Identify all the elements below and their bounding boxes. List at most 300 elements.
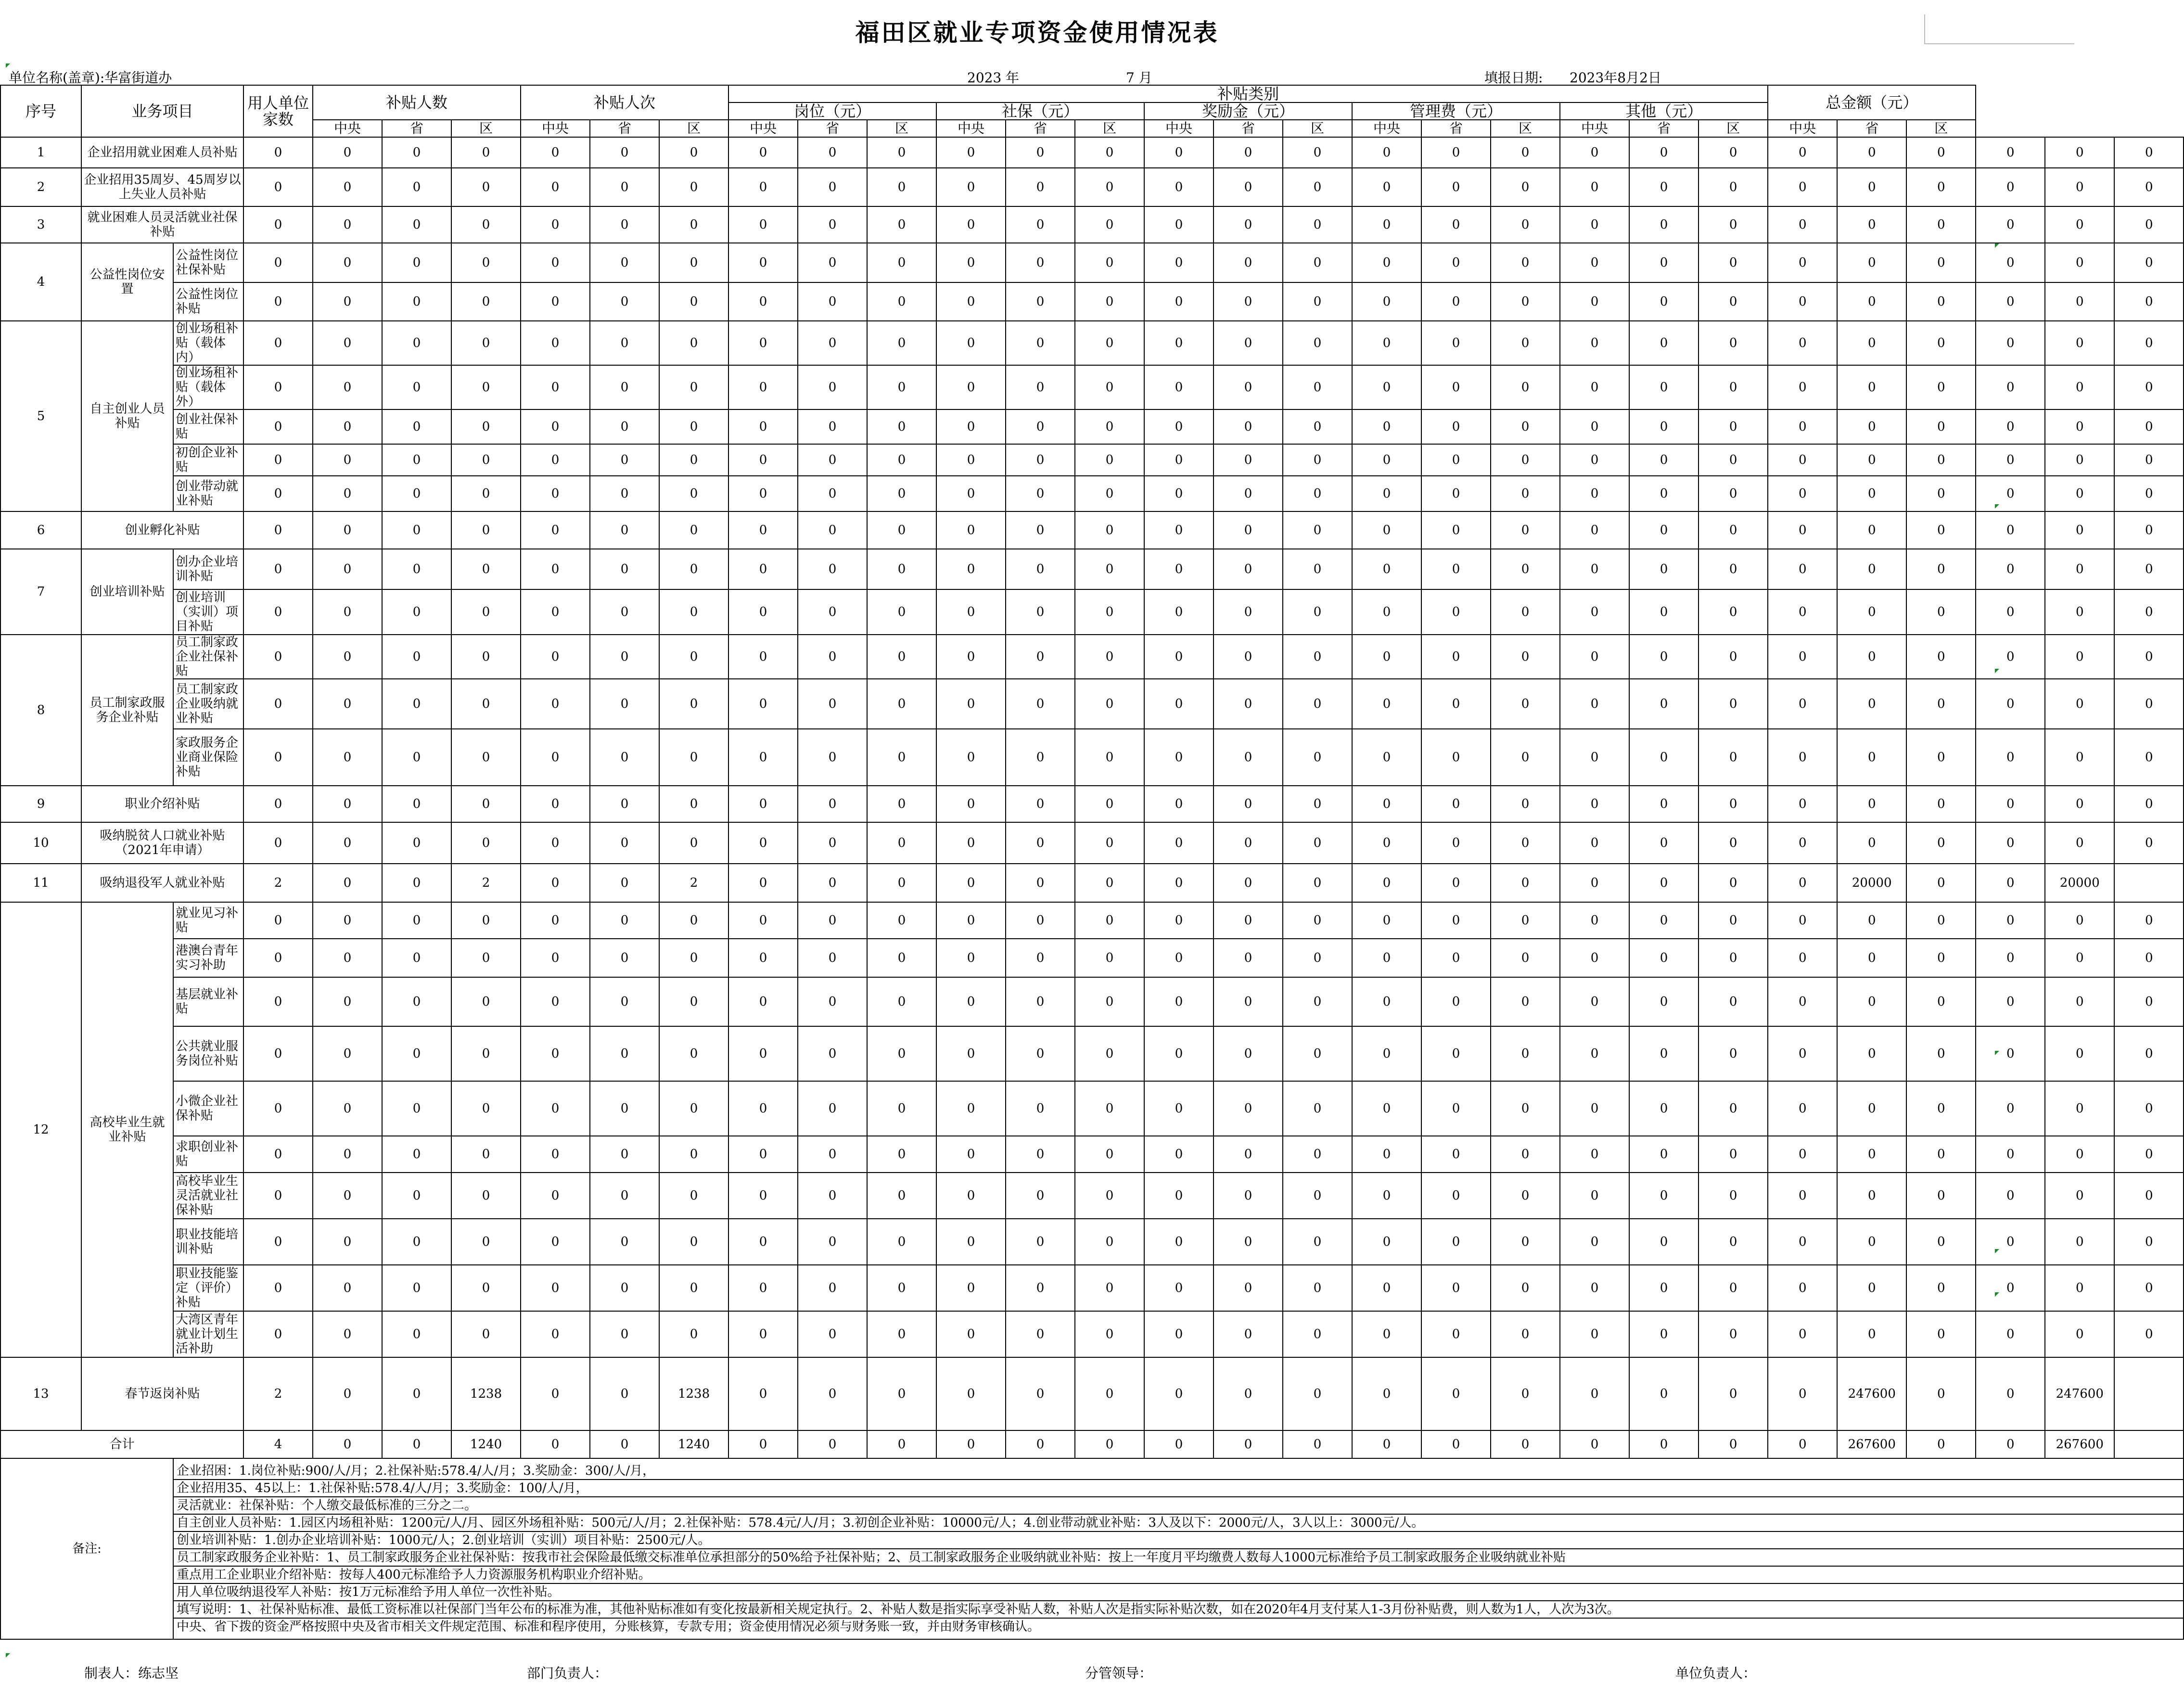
value-cell: 247600 bbox=[1837, 1357, 1906, 1430]
value-cell: 0 bbox=[1906, 511, 1976, 549]
value-cell: 0 bbox=[1421, 729, 1491, 786]
value-cell: 0 bbox=[451, 365, 521, 409]
value-cell: 0 bbox=[1491, 977, 1560, 1026]
header-province: 省 bbox=[382, 120, 451, 137]
value-cell: 0 bbox=[867, 1265, 936, 1311]
table-row bbox=[0, 444, 2184, 476]
value-cell: 0 bbox=[1352, 168, 1421, 206]
value-cell: 0 bbox=[521, 444, 590, 476]
value-cell: 0 bbox=[590, 729, 659, 786]
value-cell: 0 bbox=[1629, 365, 1699, 409]
value-cell: 0 bbox=[1976, 1357, 2045, 1430]
header-central: 中央 bbox=[1144, 120, 1213, 137]
value-cell: 0 bbox=[1837, 409, 1906, 444]
value-cell: 0 bbox=[936, 729, 1006, 786]
value-cell bbox=[2114, 864, 2184, 902]
value-cell: 0 bbox=[243, 282, 313, 321]
value-cell: 0 bbox=[1629, 902, 1699, 939]
value-cell: 0 bbox=[590, 137, 659, 168]
value-cell: 0 bbox=[590, 1357, 659, 1430]
value-cell: 0 bbox=[1906, 282, 1976, 321]
value-cell: 0 bbox=[382, 864, 451, 902]
value-cell: 0 bbox=[382, 243, 451, 282]
value-cell: 0 bbox=[728, 902, 798, 939]
value-cell: 0 bbox=[521, 977, 590, 1026]
value-cell: 0 bbox=[867, 549, 936, 589]
total-label: 合计 bbox=[0, 1430, 243, 1458]
value-cell: 0 bbox=[1352, 902, 1421, 939]
row-item: 吸纳脱贫人口就业补贴（2021年申请） bbox=[81, 822, 243, 864]
value-cell: 0 bbox=[1352, 321, 1421, 365]
row-item: 创业培训（实训）项目补贴 bbox=[173, 589, 243, 635]
value-cell: 0 bbox=[2114, 168, 2184, 206]
table-row bbox=[0, 321, 2184, 365]
total-cell: 0 bbox=[1006, 1430, 1075, 1458]
value-cell: 0 bbox=[243, 243, 313, 282]
value-cell: 0 bbox=[728, 729, 798, 786]
value-cell: 0 bbox=[1699, 822, 1768, 864]
value-cell: 0 bbox=[451, 822, 521, 864]
value-cell: 0 bbox=[1906, 786, 1976, 822]
table-row bbox=[0, 409, 2184, 444]
value-cell: 0 bbox=[590, 864, 659, 902]
value-cell: 0 bbox=[2114, 1026, 2184, 1081]
header-central: 中央 bbox=[521, 120, 590, 137]
comment-marker-icon bbox=[6, 1653, 10, 1658]
value-cell: 0 bbox=[1768, 511, 1837, 549]
value-cell: 0 bbox=[1283, 444, 1352, 476]
row-group: 自主创业人员补贴 bbox=[81, 321, 173, 511]
value-cell: 0 bbox=[1629, 939, 1699, 977]
value-cell: 0 bbox=[1006, 1219, 1075, 1265]
value-cell: 0 bbox=[1075, 321, 1144, 365]
header-district: 区 bbox=[451, 120, 521, 137]
value-cell: 0 bbox=[1144, 729, 1213, 786]
value-cell: 0 bbox=[1075, 864, 1144, 902]
value-cell: 0 bbox=[2114, 1136, 2184, 1173]
value-cell: 0 bbox=[1976, 864, 2045, 902]
value-cell: 0 bbox=[936, 822, 1006, 864]
value-cell: 0 bbox=[1906, 476, 1976, 511]
value-cell: 0 bbox=[1352, 476, 1421, 511]
value-cell: 0 bbox=[521, 589, 590, 635]
value-cell: 0 bbox=[1837, 1081, 1906, 1136]
value-cell: 0 bbox=[243, 137, 313, 168]
value-cell: 0 bbox=[2045, 1173, 2114, 1219]
value-cell: 0 bbox=[659, 589, 728, 635]
value-cell: 0 bbox=[659, 977, 728, 1026]
value-cell: 0 bbox=[1837, 365, 1906, 409]
row-item: 职业技能培训补贴 bbox=[173, 1219, 243, 1265]
value-cell: 0 bbox=[243, 635, 313, 679]
value-cell: 0 bbox=[1837, 321, 1906, 365]
value-cell: 0 bbox=[243, 822, 313, 864]
value-cell: 0 bbox=[1283, 282, 1352, 321]
value-cell: 0 bbox=[1421, 206, 1491, 243]
value-cell: 0 bbox=[1976, 1136, 2045, 1173]
value-cell: 0 bbox=[1906, 168, 1976, 206]
value-cell: 0 bbox=[451, 137, 521, 168]
value-cell: 0 bbox=[1629, 137, 1699, 168]
value-cell: 0 bbox=[2114, 1173, 2184, 1219]
value-cell: 0 bbox=[313, 1026, 382, 1081]
value-cell: 0 bbox=[382, 511, 451, 549]
value-cell: 0 bbox=[1352, 635, 1421, 679]
value-cell: 0 bbox=[1906, 1357, 1976, 1430]
table-row bbox=[0, 977, 2184, 1026]
value-cell: 0 bbox=[2114, 206, 2184, 243]
value-cell: 0 bbox=[1144, 168, 1213, 206]
value-cell: 0 bbox=[1906, 1173, 1976, 1219]
total-cell: 0 bbox=[1283, 1430, 1352, 1458]
value-cell: 0 bbox=[451, 1219, 521, 1265]
value-cell: 0 bbox=[1976, 902, 2045, 939]
table-row bbox=[0, 864, 2184, 902]
value-cell: 0 bbox=[867, 168, 936, 206]
value-cell: 0 bbox=[1906, 589, 1976, 635]
comment-marker-icon bbox=[1995, 1051, 1999, 1055]
note-line: 重点用工企业职业介绍补贴：按每人400元标准给予人力资源服务机构职业介绍补贴。 bbox=[174, 1567, 2183, 1584]
value-cell: 0 bbox=[1768, 1136, 1837, 1173]
value-cell: 0 bbox=[1906, 635, 1976, 679]
value-cell: 0 bbox=[1699, 1357, 1768, 1430]
value-cell: 0 bbox=[936, 1357, 1006, 1430]
value-cell: 0 bbox=[2045, 679, 2114, 729]
value-cell: 0 bbox=[1213, 321, 1283, 365]
value-cell: 0 bbox=[936, 1265, 1006, 1311]
value-cell: 0 bbox=[590, 243, 659, 282]
value-cell: 0 bbox=[936, 511, 1006, 549]
value-cell: 0 bbox=[521, 902, 590, 939]
value-cell: 0 bbox=[659, 1173, 728, 1219]
value-cell: 0 bbox=[1006, 1136, 1075, 1173]
value-cell: 0 bbox=[1421, 1219, 1491, 1265]
value-cell: 0 bbox=[1560, 137, 1629, 168]
value-cell: 0 bbox=[1560, 549, 1629, 589]
value-cell: 0 bbox=[1491, 321, 1560, 365]
value-cell: 0 bbox=[313, 902, 382, 939]
value-cell: 0 bbox=[382, 1357, 451, 1430]
total-cell: 0 bbox=[1213, 1430, 1283, 1458]
value-cell: 0 bbox=[867, 822, 936, 864]
value-cell: 0 bbox=[1421, 1311, 1491, 1357]
value-cell: 0 bbox=[2045, 1219, 2114, 1265]
value-cell: 0 bbox=[313, 444, 382, 476]
header-central: 中央 bbox=[936, 120, 1006, 137]
comment-marker-icon bbox=[1995, 504, 1999, 509]
value-cell: 0 bbox=[1213, 476, 1283, 511]
comment-marker-icon bbox=[1995, 1249, 1999, 1253]
value-cell: 0 bbox=[867, 729, 936, 786]
value-cell: 0 bbox=[1283, 589, 1352, 635]
value-cell: 0 bbox=[451, 1265, 521, 1311]
value-cell: 0 bbox=[1768, 444, 1837, 476]
value-cell: 0 bbox=[1629, 549, 1699, 589]
value-cell: 0 bbox=[1699, 977, 1768, 1026]
value-cell: 0 bbox=[1768, 939, 1837, 977]
value-cell: 0 bbox=[521, 729, 590, 786]
value-cell: 0 bbox=[243, 321, 313, 365]
header-province: 省 bbox=[1837, 120, 1906, 137]
value-cell: 0 bbox=[451, 243, 521, 282]
value-cell: 0 bbox=[451, 409, 521, 444]
value-cell: 0 bbox=[1075, 243, 1144, 282]
value-cell: 0 bbox=[1491, 1357, 1560, 1430]
value-cell: 0 bbox=[590, 282, 659, 321]
table-row bbox=[0, 902, 2184, 939]
table-row bbox=[0, 137, 2184, 168]
value-cell: 0 bbox=[1491, 243, 1560, 282]
value-cell: 0 bbox=[2114, 365, 2184, 409]
value-cell: 0 bbox=[382, 444, 451, 476]
value-cell: 0 bbox=[521, 939, 590, 977]
value-cell: 20000 bbox=[1837, 864, 1906, 902]
value-cell: 0 bbox=[1352, 365, 1421, 409]
value-cell: 0 bbox=[728, 282, 798, 321]
value-cell: 0 bbox=[1352, 679, 1421, 729]
value-cell: 0 bbox=[1213, 1173, 1283, 1219]
value-cell: 0 bbox=[451, 1026, 521, 1081]
value-cell: 0 bbox=[313, 635, 382, 679]
row-item: 家政服务企业商业保险补贴 bbox=[173, 729, 243, 786]
value-cell: 0 bbox=[521, 822, 590, 864]
value-cell: 0 bbox=[1837, 1026, 1906, 1081]
table-row bbox=[0, 1173, 2184, 1219]
value-cell: 0 bbox=[590, 977, 659, 1026]
value-cell: 0 bbox=[1560, 1265, 1629, 1311]
value-cell: 0 bbox=[1699, 168, 1768, 206]
value-cell: 0 bbox=[1906, 729, 1976, 786]
unit-name: 单位名称(盖章):华富街道办 bbox=[9, 70, 172, 86]
value-cell: 0 bbox=[1283, 409, 1352, 444]
value-cell: 0 bbox=[1075, 1136, 1144, 1173]
value-cell: 0 bbox=[382, 365, 451, 409]
total-cell: 267600 bbox=[2045, 1430, 2114, 1458]
value-cell: 0 bbox=[1699, 476, 1768, 511]
value-cell: 0 bbox=[243, 1265, 313, 1311]
value-cell: 0 bbox=[1560, 1136, 1629, 1173]
corner-cell bbox=[1924, 14, 2074, 44]
report-title: 福田区就业专项资金使用情况表 bbox=[855, 18, 1219, 47]
value-cell: 0 bbox=[1213, 137, 1283, 168]
row-seq: 11 bbox=[0, 864, 81, 902]
value-cell: 0 bbox=[590, 1026, 659, 1081]
row-seq: 9 bbox=[0, 786, 81, 822]
value-cell: 0 bbox=[2045, 1265, 2114, 1311]
value-cell: 0 bbox=[1352, 1026, 1421, 1081]
value-cell: 0 bbox=[1075, 729, 1144, 786]
table-row bbox=[0, 679, 2184, 729]
value-cell: 0 bbox=[2045, 1311, 2114, 1357]
value-cell: 0 bbox=[728, 444, 798, 476]
value-cell: 0 bbox=[1006, 243, 1075, 282]
value-cell: 0 bbox=[1006, 1357, 1075, 1430]
value-cell: 0 bbox=[243, 1026, 313, 1081]
value-cell: 0 bbox=[313, 786, 382, 822]
value-cell: 0 bbox=[728, 1357, 798, 1430]
value-cell: 0 bbox=[798, 511, 867, 549]
value-cell: 0 bbox=[1075, 476, 1144, 511]
value-cell: 0 bbox=[2045, 282, 2114, 321]
row-item: 创业社保补贴 bbox=[173, 409, 243, 444]
header-province: 省 bbox=[1629, 120, 1699, 137]
value-cell: 0 bbox=[1699, 729, 1768, 786]
value-cell: 0 bbox=[1837, 635, 1906, 679]
row-item: 公共就业服务岗位补贴 bbox=[173, 1026, 243, 1081]
table-row bbox=[0, 1219, 2184, 1265]
value-cell: 0 bbox=[1006, 822, 1075, 864]
row-seq: 3 bbox=[0, 206, 81, 243]
value-cell: 0 bbox=[2114, 786, 2184, 822]
unit-head: 单位负责人： bbox=[1675, 1665, 1757, 1681]
value-cell: 0 bbox=[243, 589, 313, 635]
value-cell: 0 bbox=[1837, 939, 1906, 977]
value-cell: 0 bbox=[1283, 902, 1352, 939]
table-row bbox=[0, 589, 2184, 635]
total-cell: 0 bbox=[1352, 1430, 1421, 1458]
value-cell: 0 bbox=[728, 365, 798, 409]
value-cell: 0 bbox=[798, 589, 867, 635]
table-row bbox=[0, 1311, 2184, 1357]
value-cell: 0 bbox=[1837, 679, 1906, 729]
value-cell: 0 bbox=[1699, 786, 1768, 822]
row-seq: 6 bbox=[0, 511, 81, 549]
value-cell: 0 bbox=[1283, 822, 1352, 864]
value-cell: 0 bbox=[590, 511, 659, 549]
value-cell: 0 bbox=[936, 365, 1006, 409]
value-cell: 247600 bbox=[2045, 1357, 2114, 1430]
value-cell: 0 bbox=[936, 902, 1006, 939]
value-cell: 0 bbox=[1906, 409, 1976, 444]
row-item: 大湾区青年就业计划生活补助 bbox=[173, 1311, 243, 1357]
value-cell: 0 bbox=[1283, 137, 1352, 168]
value-cell: 0 bbox=[590, 206, 659, 243]
value-cell: 0 bbox=[1768, 729, 1837, 786]
value-cell: 0 bbox=[521, 321, 590, 365]
value-cell: 0 bbox=[1491, 1026, 1560, 1081]
value-cell: 0 bbox=[1837, 729, 1906, 786]
value-cell: 0 bbox=[1906, 444, 1976, 476]
value-cell: 0 bbox=[798, 1173, 867, 1219]
value-cell: 0 bbox=[1837, 902, 1906, 939]
value-cell: 0 bbox=[451, 549, 521, 589]
value-cell: 0 bbox=[1699, 321, 1768, 365]
value-cell: 0 bbox=[1006, 1081, 1075, 1136]
value-cell: 0 bbox=[1006, 902, 1075, 939]
total-cell: 0 bbox=[1560, 1430, 1629, 1458]
value-cell: 0 bbox=[521, 168, 590, 206]
value-cell: 0 bbox=[451, 444, 521, 476]
value-cell: 0 bbox=[1006, 168, 1075, 206]
table-row bbox=[0, 1357, 2184, 1430]
header-social: 社保（元） bbox=[936, 102, 1144, 120]
value-cell: 0 bbox=[1629, 1311, 1699, 1357]
value-cell: 0 bbox=[867, 1173, 936, 1219]
subsidy-table bbox=[0, 85, 2184, 1640]
note-line: 自主创业人员补贴：1.园区内场租补贴：1200元/人/月、园区外场租补贴：500元/人/月；2.社保补贴：578.4元/人/月；3.初创企业补贴：10000元/人；4.创业带动就业补贴：3人及以下：2000元/人，3人以上：3000元/人。 bbox=[174, 1515, 2183, 1532]
value-cell: 0 bbox=[1976, 444, 2045, 476]
total-cell: 0 bbox=[728, 1430, 798, 1458]
value-cell: 0 bbox=[1560, 243, 1629, 282]
value-cell: 0 bbox=[1075, 1173, 1144, 1219]
row-seq: 10 bbox=[0, 822, 81, 864]
value-cell: 0 bbox=[2114, 511, 2184, 549]
value-cell: 0 bbox=[1906, 1219, 1976, 1265]
header-province: 省 bbox=[1421, 120, 1491, 137]
value-cell: 0 bbox=[451, 786, 521, 822]
value-cell: 0 bbox=[728, 511, 798, 549]
value-cell: 0 bbox=[1699, 1081, 1768, 1136]
value-cell: 0 bbox=[1491, 1136, 1560, 1173]
value-cell: 0 bbox=[590, 444, 659, 476]
value-cell: 0 bbox=[1976, 635, 2045, 679]
value-cell: 0 bbox=[1421, 137, 1491, 168]
value-cell: 0 bbox=[1006, 977, 1075, 1026]
value-cell: 0 bbox=[1144, 589, 1213, 635]
table-row bbox=[0, 206, 2184, 243]
value-cell: 0 bbox=[382, 282, 451, 321]
value-cell: 0 bbox=[1976, 1173, 2045, 1219]
header-province: 省 bbox=[798, 120, 867, 137]
value-cell: 0 bbox=[590, 1311, 659, 1357]
value-cell: 0 bbox=[1491, 282, 1560, 321]
value-cell: 0 bbox=[798, 444, 867, 476]
value-cell: 0 bbox=[1560, 1219, 1629, 1265]
value-cell: 0 bbox=[1976, 243, 2045, 282]
row-item: 创业场租补贴（载体外） bbox=[173, 365, 243, 409]
value-cell: 0 bbox=[1075, 1311, 1144, 1357]
value-cell: 0 bbox=[798, 282, 867, 321]
table-row bbox=[0, 511, 2184, 549]
value-cell: 0 bbox=[2045, 786, 2114, 822]
value-cell: 0 bbox=[590, 1081, 659, 1136]
value-cell: 0 bbox=[1213, 1136, 1283, 1173]
value-cell: 0 bbox=[1768, 168, 1837, 206]
dept-head: 部门负责人： bbox=[527, 1665, 608, 1681]
value-cell: 0 bbox=[1768, 864, 1837, 902]
value-cell: 0 bbox=[1213, 206, 1283, 243]
value-cell: 0 bbox=[382, 822, 451, 864]
value-cell: 0 bbox=[1976, 365, 2045, 409]
value-cell: 0 bbox=[1491, 1219, 1560, 1265]
value-cell: 0 bbox=[1491, 1173, 1560, 1219]
value-cell: 0 bbox=[1491, 679, 1560, 729]
value-cell: 0 bbox=[867, 786, 936, 822]
value-cell: 0 bbox=[382, 977, 451, 1026]
value-cell: 0 bbox=[2114, 1219, 2184, 1265]
header-province: 省 bbox=[590, 120, 659, 137]
value-cell: 0 bbox=[243, 444, 313, 476]
value-cell: 0 bbox=[1699, 1265, 1768, 1311]
value-cell: 0 bbox=[313, 1311, 382, 1357]
value-cell: 0 bbox=[1906, 1265, 1976, 1311]
value-cell: 0 bbox=[243, 365, 313, 409]
value-cell: 0 bbox=[1560, 1311, 1629, 1357]
value-cell: 0 bbox=[728, 1026, 798, 1081]
value-cell: 0 bbox=[1560, 635, 1629, 679]
value-cell: 0 bbox=[1699, 1026, 1768, 1081]
value-cell: 0 bbox=[1906, 1136, 1976, 1173]
value-cell: 0 bbox=[382, 902, 451, 939]
value-cell: 0 bbox=[1075, 206, 1144, 243]
table-row bbox=[0, 1265, 2184, 1311]
notes bbox=[173, 1458, 2184, 1639]
value-cell: 0 bbox=[1629, 243, 1699, 282]
value-cell: 0 bbox=[1006, 549, 1075, 589]
total-cell bbox=[2114, 1430, 2184, 1458]
value-cell: 0 bbox=[1699, 635, 1768, 679]
value-cell: 0 bbox=[867, 206, 936, 243]
